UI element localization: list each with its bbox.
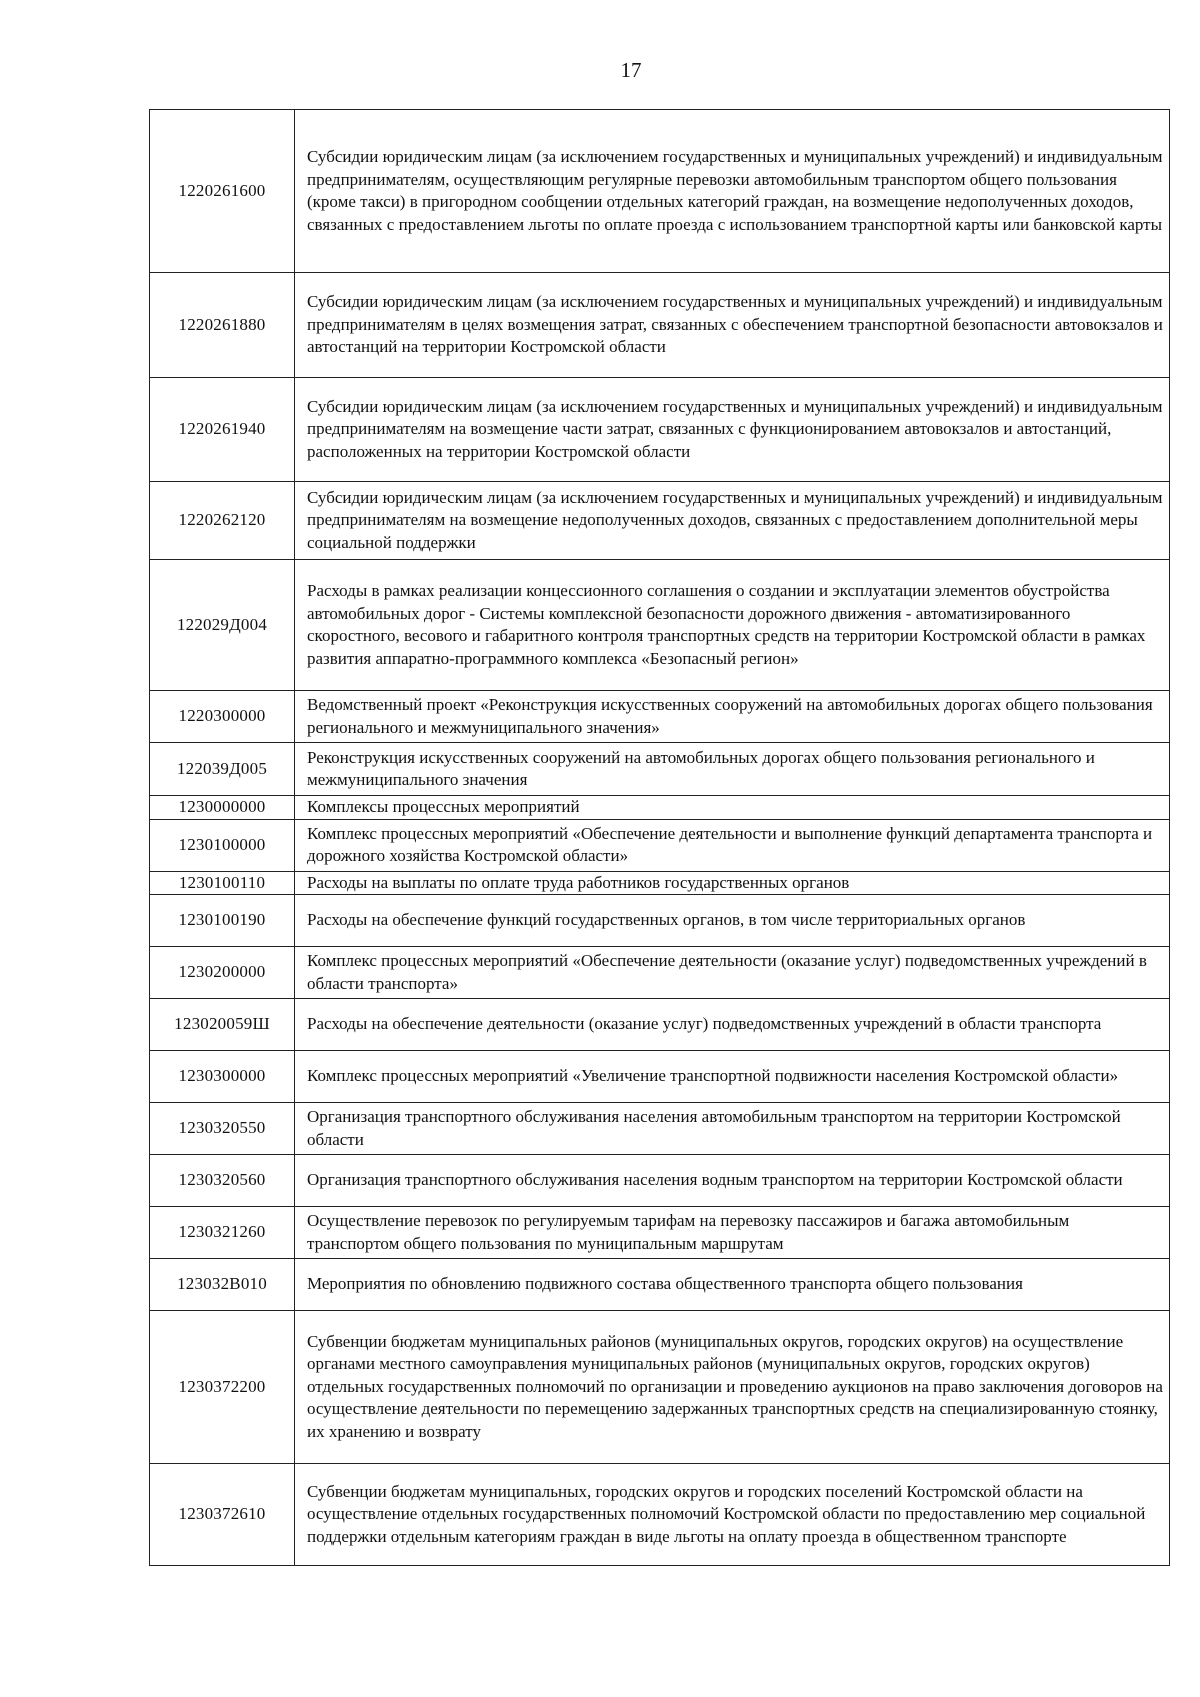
row-description: Организация транспортного обслуживания населения автомобильным транспортом на территории Костромской области [295, 1103, 1170, 1155]
row-code: 1230320550 [150, 1103, 295, 1155]
row-code: 1220300000 [150, 691, 295, 743]
table-row [150, 560, 1170, 691]
row-code: 122039Д005 [150, 743, 295, 796]
table-row [150, 273, 1170, 378]
table-row [150, 1051, 1170, 1103]
row-code: 1220261600 [150, 110, 295, 273]
row-code: 1230100110 [150, 871, 295, 895]
row-code: 1230321260 [150, 1207, 295, 1259]
row-description: Субвенции бюджетам муниципальных районов (муниципальных округов, городских округов) на осуществление органами местного самоуправления муниципальных районов (муниципальных округов, городских округов) отдельных государственных полномочий по организации и проведению аукционов на право заключения договоров на осуществление деятельности по перемещению задержанных транспортных средств на специализированную стоянку, их хранению и возврату [295, 1311, 1170, 1464]
table-row [150, 1155, 1170, 1207]
row-description: Организация транспортного обслуживания населения водным транспортом на территории Костромской области [295, 1155, 1170, 1207]
row-code: 1230100190 [150, 895, 295, 947]
table-row [150, 378, 1170, 482]
row-code: 1230372610 [150, 1464, 295, 1566]
row-code: 1220261940 [150, 378, 295, 482]
row-description: Комплексы процессных мероприятий [295, 796, 1170, 820]
table-row [150, 1207, 1170, 1259]
table-row [150, 819, 1170, 871]
table-row [150, 482, 1170, 560]
row-description: Субсидии юридическим лицам (за исключением государственных и муниципальных учреждений) и индивидуальным предпринимателям на возмещение недополученных доходов, связанных с предоставлением дополнительной меры социальной поддержки [295, 482, 1170, 560]
row-code: 1220262120 [150, 482, 295, 560]
row-description: Комплекс процессных мероприятий «Увеличение транспортной подвижности населения Костромской области» [295, 1051, 1170, 1103]
row-description: Комплекс процессных мероприятий «Обеспечение деятельности (оказание услуг) подведомственных учреждений в области транспорта» [295, 947, 1170, 999]
row-description: Субвенции бюджетам муниципальных, городских округов и городских поселений Костромской области на осуществление отдельных государственных полномочий Костромской области по предоставлению мер социальной поддержки отдельным категориям граждан в виде льготы на оплату проезда в общественном транспорте [295, 1464, 1170, 1566]
table-row [150, 110, 1170, 273]
row-description: Реконструкция искусственных сооружений на автомобильных дорогах общего пользования регионального и межмуниципального значения [295, 743, 1170, 796]
row-code: 1230200000 [150, 947, 295, 999]
row-description: Расходы на обеспечение деятельности (оказание услуг) подведомственных учреждений в области транспорта [295, 999, 1170, 1051]
budget-classification-table [149, 109, 1170, 1566]
row-description: Осуществление перевозок по регулируемым тарифам на перевозку пассажиров и багажа автомобильным транспортом общего пользования по муниципальным маршрутам [295, 1207, 1170, 1259]
table-row [150, 1259, 1170, 1311]
row-description: Расходы на обеспечение функций государственных органов, в том числе территориальных органов [295, 895, 1170, 947]
row-code: 1230000000 [150, 796, 295, 820]
row-code: 122029Д004 [150, 560, 295, 691]
row-description: Расходы на выплаты по оплате труда работников государственных органов [295, 871, 1170, 895]
row-description: Субсидии юридическим лицам (за исключением государственных и муниципальных учреждений) и индивидуальным предпринимателям на возмещение части затрат, связанных с функционированием автовокзалов и автостанций, расположенных на территории Костромской области [295, 378, 1170, 482]
table-row [150, 999, 1170, 1051]
row-description: Мероприятия по обновлению подвижного состава общественного транспорта общего пользования [295, 1259, 1170, 1311]
row-code: 1220261880 [150, 273, 295, 378]
table-row [150, 895, 1170, 947]
table-row [150, 947, 1170, 999]
table-row [150, 1103, 1170, 1155]
row-code: 1230100000 [150, 819, 295, 871]
page-number: 17 [620, 58, 642, 82]
row-description: Субсидии юридическим лицам (за исключением государственных и муниципальных учреждений) и индивидуальным предпринимателям в целях возмещения затрат, связанных с обеспечением транспортной безопасности автовокзалов и автостанций на территории Костромской области [295, 273, 1170, 378]
row-code: 123032В010 [150, 1259, 295, 1311]
table-row [150, 796, 1170, 820]
row-code: 1230300000 [150, 1051, 295, 1103]
table-row [150, 743, 1170, 796]
table-row [150, 691, 1170, 743]
table-row [150, 1464, 1170, 1566]
row-code: 1230320560 [150, 1155, 295, 1207]
row-description: Ведомственный проект «Реконструкция искусственных сооружений на автомобильных дорогах общего пользования регионального и межмуниципального значения» [295, 691, 1170, 743]
row-code: 123020059Ш [150, 999, 295, 1051]
row-description: Комплекс процессных мероприятий «Обеспечение деятельности и выполнение функций департамента транспорта и дорожного хозяйства Костромской области» [295, 819, 1170, 871]
row-code: 1230372200 [150, 1311, 295, 1464]
table-row [150, 871, 1170, 895]
row-description: Расходы в рамках реализации концессионного соглашения о создании и эксплуатации элементов обустройства автомобильных дорог - Системы комплексной безопасности дорожного движения - автоматизированного скоростного, весового и габаритного контроля транспортных средств на территории Костромской области в рамках развития аппаратно-программного комплекса «Безопасный регион» [295, 560, 1170, 691]
table-row [150, 1311, 1170, 1464]
row-description: Субсидии юридическим лицам (за исключением государственных и муниципальных учреждений) и индивидуальным предпринимателям, осуществляющим регулярные перевозки автомобильным транспортом общего пользования (кроме такси) в пригородном сообщении отдельных категорий граждан, на возмещение недополученных доходов, связанных с предоставлением льготы по оплате проезда с использованием транспортной карты или банковской карты [295, 110, 1170, 273]
